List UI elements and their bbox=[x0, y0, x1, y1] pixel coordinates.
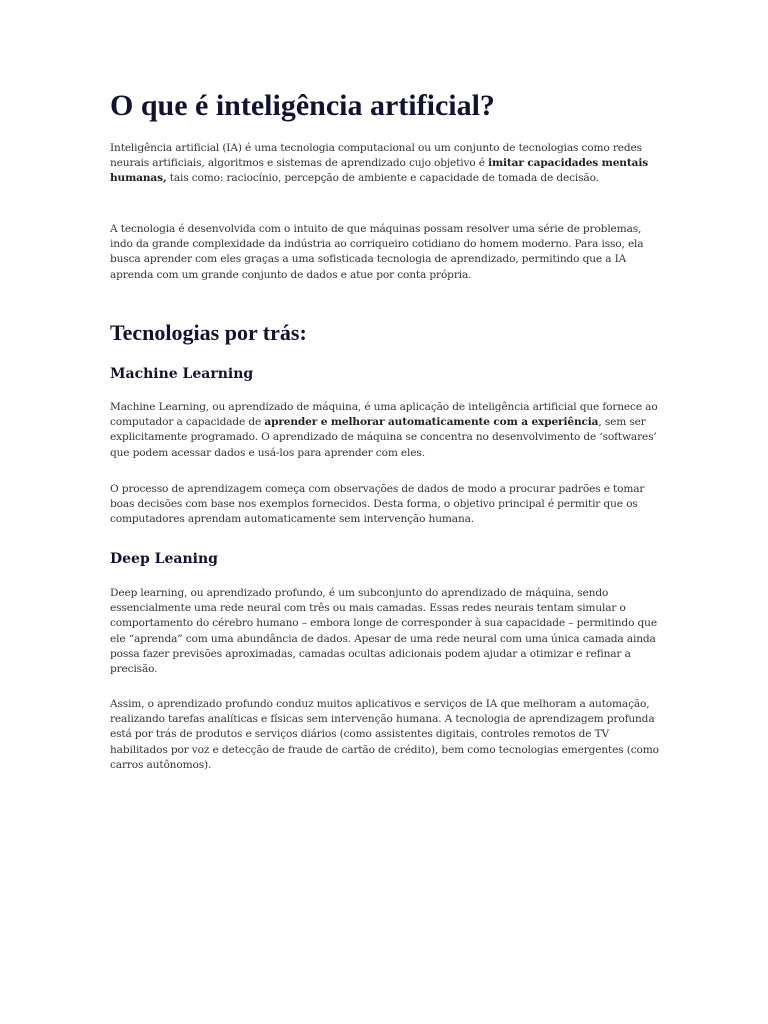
deep-learning-paragraph-2: Assim, o aprendizado profundo conduz muitos aplicativos e serviços de IA que melhoram a automação, realizando tarefas analíticas e físicas sem intervenção humana. A tecnologia de aprendizagem profunda está por trás de produtos e serviços diários (como assistentes digitais, controles remotos de TV habilitados por voz e detecção de fraude de cartão de crédito), bem como tecnologias emergentes (como carros autônomos). bbox=[110, 698, 659, 771]
heading-machine-learning: Machine Learning bbox=[110, 366, 254, 382]
intro-bold-text: imitar capacidades mentais humanas, bbox=[110, 157, 649, 185]
machine-learning-paragraph-2: O processo de aprendizagem começa com observações de dados de modo a procurar padrões e tomar boas decisões com base nos exemplos fornecidos. Desta forma, o objetivo principal é permitir que os computadores aprendam automaticamente sem intervenção humana. bbox=[110, 483, 645, 526]
machine-learning-paragraph-1 bbox=[110, 400, 660, 461]
deep-learning-paragraph-1: Deep learning, ou aprendizado profundo, é um subconjunto do aprendizado de máquina, sendo essencialmente uma rede neural com três ou mais camadas. Essas redes neurais tentam simular o comportamento do cérebro humano – embora longe de corresponder à sua capacidade – permitindo que ele “aprenda” com uma abundância de dados. Apesar de uma rede neural com uma única camada ainda possa fazer previsões aproximadas, camadas ocultas adicionais podem ajudar a otimizar e refinar a precisão. bbox=[110, 587, 657, 676]
ml-text-end: , sem ser explicitamente programado. O aprendizado de máquina se concentra no desenvolvimento de ‘softwares’ que podem acessar dados e usá-los para aprender com eles. bbox=[110, 416, 657, 459]
intro-paragraph-1 bbox=[110, 141, 660, 187]
intro-paragraph-2: A tecnologia é desenvolvida com o intuito de que máquinas possam resolver uma série de problemas, indo da grande complexidade da indústria ao corriqueiro cotidiano do homem moderno. Para isso, ela busca aprender com eles graças a uma sofisticada tecnologia de aprendizado, permitindo que a IA aprenda com um grande conjunto de dados e atue por conta própria. bbox=[110, 223, 644, 281]
heading-deep-learning: Deep Leaning bbox=[110, 551, 218, 567]
ml-text-start: Machine Learning, ou aprendizado de máquina, é uma aplicação de inteligência artificial que fornece ao computador a capacidade de bbox=[110, 401, 658, 429]
intro-text-end: tais como: raciocínio, percepção de ambiente e capacidade de tomada de decisão. bbox=[166, 172, 599, 185]
section-title-technologies: Tecnologias por trás: bbox=[110, 320, 307, 345]
intro-text-start: Inteligência artificial (IA) é uma tecnologia computacional ou um conjunto de tecnologias como redes neurais artificiais, algoritmos e sistemas de aprendizado cujo objetivo é bbox=[110, 142, 642, 170]
ml-bold-text: aprender e melhorar automaticamente com a experiência bbox=[264, 416, 599, 429]
page-title: O que é inteligência artificial? bbox=[110, 89, 495, 122]
